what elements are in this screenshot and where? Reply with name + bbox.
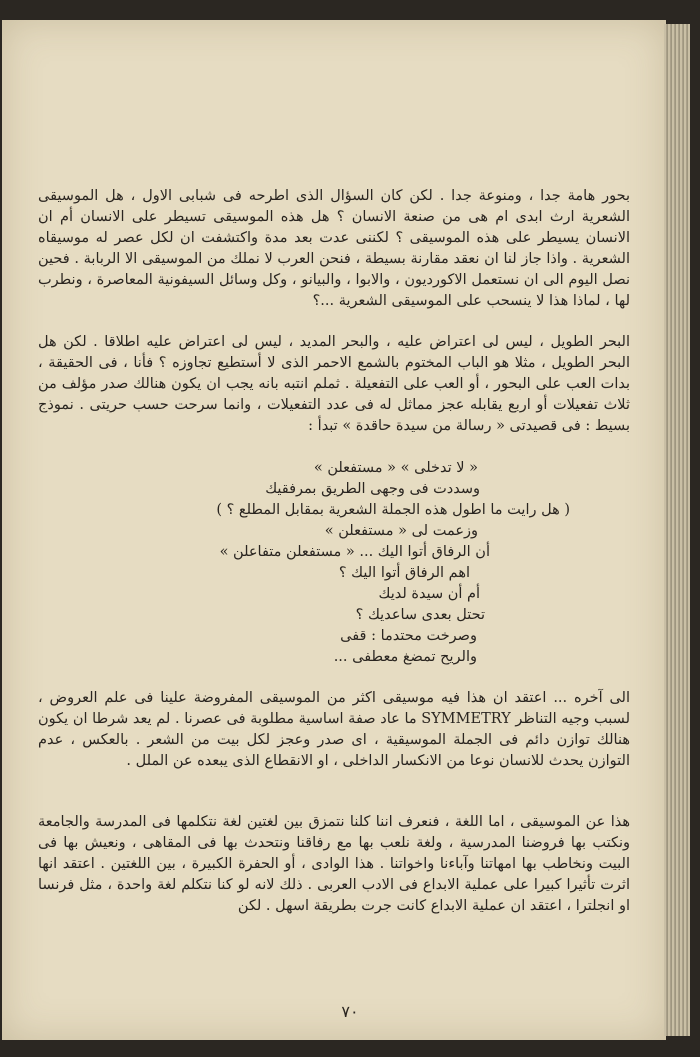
verse-line-10: والريح تمضغ معطفى ... bbox=[333, 649, 477, 665]
paragraph-2: البحر الطويل ، ليس لى اعتراض عليه ، والبحر المديد ، ليس لى اعتراض عليه اطلاقا . لكن هل البحر الطويل ، مثلا هو الباب المختوم بالشمع الاحمر الذى لا أستطيع تجاوزه ؟ فأنا ، فى الحقيقة ، بدات العب على البحور ، أو العب على التفعيلة . ثملم انتبه بانه يجب ان يكون هنالك صدر مؤلف من ثلاث تفعيلات أو اربع يقابله عجز مماثل له فى عدد التفعيلات ، وانما سرحت حسب حريتى . نموذج بسيط : فى قصيدتى « رسالة من سيدة حاقدة » تبدأ : bbox=[38, 334, 630, 434]
verse-line-3: ( هل رايت ما اطول هذه الجملة الشعرية بمقابل المطلع ؟ ) bbox=[216, 502, 570, 518]
verse-line-5: أن الرفاق أتوا اليك ... « مستفعلن متفاعلن » bbox=[219, 544, 490, 560]
page-number: ٧٠ bbox=[341, 1002, 359, 1021]
verse-line-2: وسددت فى وجهى الطريق بمرفقيك bbox=[265, 481, 480, 497]
verse-line-7: أم أن سيدة لديك bbox=[378, 586, 480, 602]
verse-line-1: « لا تدخلى » « مستفعلن » bbox=[313, 460, 478, 476]
page-edges bbox=[664, 24, 690, 1036]
verse-line-8: تحتل بعدى ساعديك ؟ bbox=[355, 607, 485, 623]
paragraph-1: بحور هامة جدا ، ومنوعة جدا . لكن كان السؤال الذى اطرحه فى شبابى الاول ، هل الموسيقى الشعرية ارث ابدى ام هى من صنعة الانسان ؟ هل هذه الموسيقى تسيطر على الانسان أم ان الانسان يسيطر على هذه الموسيقى ؟ لكننى عدت بعد مدة واكتشفت ان لكل عصر له موسيقاه الشعرية . واذا جاز لنا ان نعقد مقارنة بسيطة ، فنحن العرب لا نملك من الموسيقى الا الربابة . فحين نصل اليوم الى ان نستعمل الاكورديون ، والابوا ، والبيانو ، وكل وسائل السيفونية المعاصرة ، ونطرب لها ، لماذا هذا لا ينسحب على الموسيقى الشعرية ...؟ bbox=[38, 188, 630, 309]
verse-line-9: وصرخت محتدما : قفى bbox=[340, 628, 477, 644]
paragraph-4: هذا عن الموسيقى ، اما اللغة ، فنعرف اننا كلنا نتمزق بين لغتين لغة نتكلمها فى المدرسة والجامعة ونكتب بها فروضنا المدرسية ، ولغة نلعب بها مع رفاقنا ونتحدث بها فى المقاهى ، ونعيش بها فى البيت ونخاطب بها امهاتنا وآباءنا واخواتنا . هذا الوادى ، أو الحفرة الكبيرة ، بين اللغتين . اعتقد انها اثرت تأثيرا كبيرا على عملية الابداع فى الادب العربى . ذلك لانه لو كنا نتكلم لغة واحدة ، مثل فرنسا او انجلترا ، اعتقد ان عملية الابداع كانت جرت بطريقة اسهل . لكن bbox=[38, 814, 630, 914]
paragraph-3: الى آخره ... اعتقد ان هذا فيه موسيقى اكثر من الموسيقى المفروضة علينا فى علم العروض ، لسبب وجيه التناظر SYMMETRY ما عاد صفة اساسية مطلوبة فى عصرنا . لم يعد شرطا ان يكون هنالك توازن دائم فى الجملة الموسيقية ، اى صدر وعجز لكل بيت من الشعر . بالعكس ، عدم التوازن يحدث للانسان نوعا من الانكسار الداخلى ، او الانقطاع الذى يبعده عن الملل . bbox=[38, 690, 630, 769]
verse-line-4: وزعمت لى « مستفعلن » bbox=[324, 523, 478, 539]
verse-line-6: اهم الرفاق أتوا اليك ؟ bbox=[338, 565, 470, 581]
